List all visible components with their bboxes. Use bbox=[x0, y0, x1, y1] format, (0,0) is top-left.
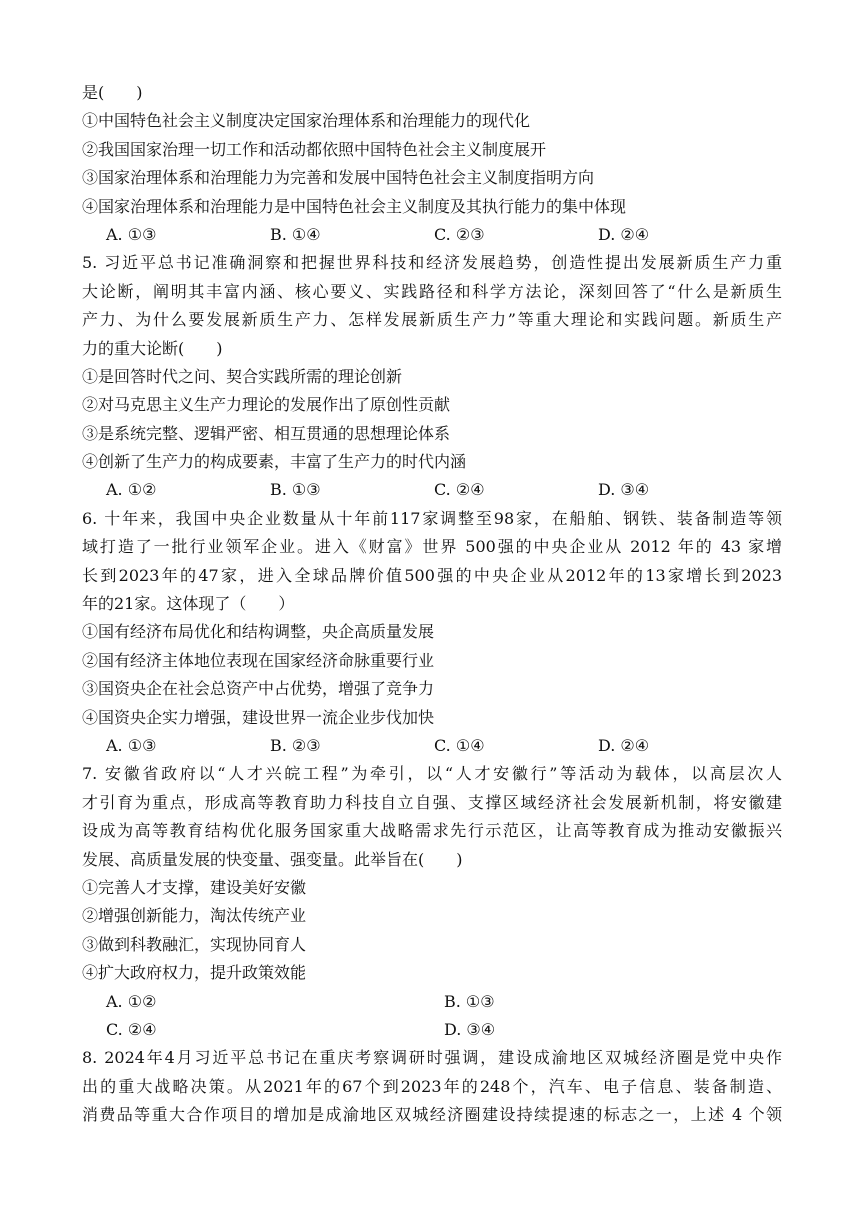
answer-options bbox=[82, 476, 782, 504]
text-line: ③国家治理体系和治理能力为完善和发展中国特色社会主义制度指明方向 bbox=[82, 168, 595, 188]
answer-option: B. ②③ bbox=[270, 735, 321, 755]
answer-options bbox=[82, 988, 782, 1016]
answer-option: C. ②④ bbox=[434, 480, 485, 500]
text-line: 长到2023年的47家，进入全球品牌价值500强的中央企业从2012年的13家增长到2023 bbox=[82, 565, 782, 585]
text-line: 出的重大战略决策。从2021年的67个到2023年的248个，汽车、电子信息、装备制造、 bbox=[82, 1076, 782, 1096]
text-line: ④国家治理体系和治理能力是中国特色社会主义制度及其执行能力的集中体现 bbox=[82, 196, 627, 216]
answer-option: B. ①④ bbox=[270, 224, 321, 244]
answer-options bbox=[82, 732, 782, 760]
text-line: 是( ) bbox=[82, 83, 143, 102]
answer-option: A. ①② bbox=[106, 991, 157, 1011]
text-line: ③做到科教融汇，实现协同育人 bbox=[82, 934, 307, 954]
answer-option: C. ②④ bbox=[106, 1019, 157, 1039]
text-line: 7. 安徽省政府以“人才兴皖工程”为牵引，以“人才安徽行”等活动为载体，以高层次人 bbox=[82, 764, 782, 784]
text-line: 域打造了一批行业领军企业。进入《财富》世界 500强的中央企业从 2012 年的 43 家增 bbox=[82, 537, 782, 557]
text-line: 产力、为什么要发展新质生产力、怎样发展新质生产力”等重大理论和实践问题。新质生产 bbox=[82, 310, 782, 330]
answer-options bbox=[82, 221, 782, 249]
text-line: 才引育为重点，形成高等教育助力科技自立自强、支撑区域经济社会发展新机制，将安徽建 bbox=[82, 792, 782, 812]
text-line: ④国资央企实力增强，建设世界一流企业步伐加快 bbox=[82, 707, 435, 727]
answer-option: A. ①③ bbox=[106, 735, 157, 755]
text-line: ②增强创新能力，淘汰传统产业 bbox=[82, 906, 307, 926]
answer-option: D. ③④ bbox=[598, 480, 650, 500]
answer-option: C. ①④ bbox=[434, 735, 485, 755]
text-line: ①是回答时代之问、契合实践所需的理论创新 bbox=[82, 366, 403, 386]
text-line: 6. 十年来，我国中央企业数量从十年前117家调整至98家，在船舶、钢铁、装备制造等领 bbox=[82, 508, 782, 528]
answer-option: D. ②④ bbox=[598, 224, 650, 244]
text-line: ②国有经济主体地位表现在国家经济命脉重要行业 bbox=[82, 650, 435, 670]
exam-page bbox=[82, 79, 782, 1129]
answer-option: A. ①③ bbox=[106, 224, 157, 244]
text-line: ③是系统完整、逻辑严密、相互贯通的思想理论体系 bbox=[82, 423, 451, 443]
text-line: 消费品等重大合作项目的增加是成渝地区双城经济圈建设持续提速的标志之一，上述 4 个领 bbox=[82, 1105, 782, 1125]
answer-option: B. ①③ bbox=[444, 991, 495, 1011]
text-line: ①中国特色社会主义制度决定国家治理体系和治理能力的现代化 bbox=[82, 111, 531, 131]
answer-option: C. ②③ bbox=[434, 224, 485, 244]
answer-option: D. ②④ bbox=[598, 735, 650, 755]
text-line: 5. 习近平总书记准确洞察和把握世界科技和经济发展趋势，创造性提出发展新质生产力重 bbox=[82, 253, 782, 273]
text-line: ②我国国家治理一切工作和活动都依照中国特色社会主义制度展开 bbox=[82, 139, 547, 159]
answer-options bbox=[82, 1016, 782, 1044]
text-line: ②对马克思主义生产力理论的发展作出了原创性贡献 bbox=[82, 395, 451, 415]
text-line: ③国资央企在社会总资产中占优势，增强了竞争力 bbox=[82, 679, 435, 699]
text-line: 力的重大论断( ) bbox=[82, 338, 223, 358]
text-line: 大论断，阐明其丰富内涵、核心要义、实践路径和科学方法论，深刻回答了“什么是新质生 bbox=[82, 281, 782, 301]
text-line: 发展、高质量发展的快变量、强变量。此举旨在( ) bbox=[82, 849, 463, 869]
text-line: ④扩大政府权力，提升政策效能 bbox=[82, 963, 307, 983]
answer-option: D. ③④ bbox=[444, 1019, 496, 1039]
text-line: ④创新了生产力的构成要素，丰富了生产力的时代内涵 bbox=[82, 452, 467, 472]
text-line: 8. 2024年4月习近平总书记在重庆考察调研时强调，建设成渝地区双城经济圈是党中央作 bbox=[82, 1048, 782, 1068]
text-line: 年的21家。这体现了（ ） bbox=[82, 594, 295, 614]
text-line: ①完善人才支撑，建设美好安徽 bbox=[82, 877, 307, 897]
answer-option: A. ①② bbox=[106, 480, 157, 500]
answer-option: B. ①③ bbox=[270, 480, 321, 500]
text-line: 设成为高等教育结构优化服务国家重大战略需求先行示范区，让高等教育成为推动安徽振兴 bbox=[82, 821, 782, 841]
text-line: ①国有经济布局优化和结构调整，央企高质量发展 bbox=[82, 622, 435, 642]
